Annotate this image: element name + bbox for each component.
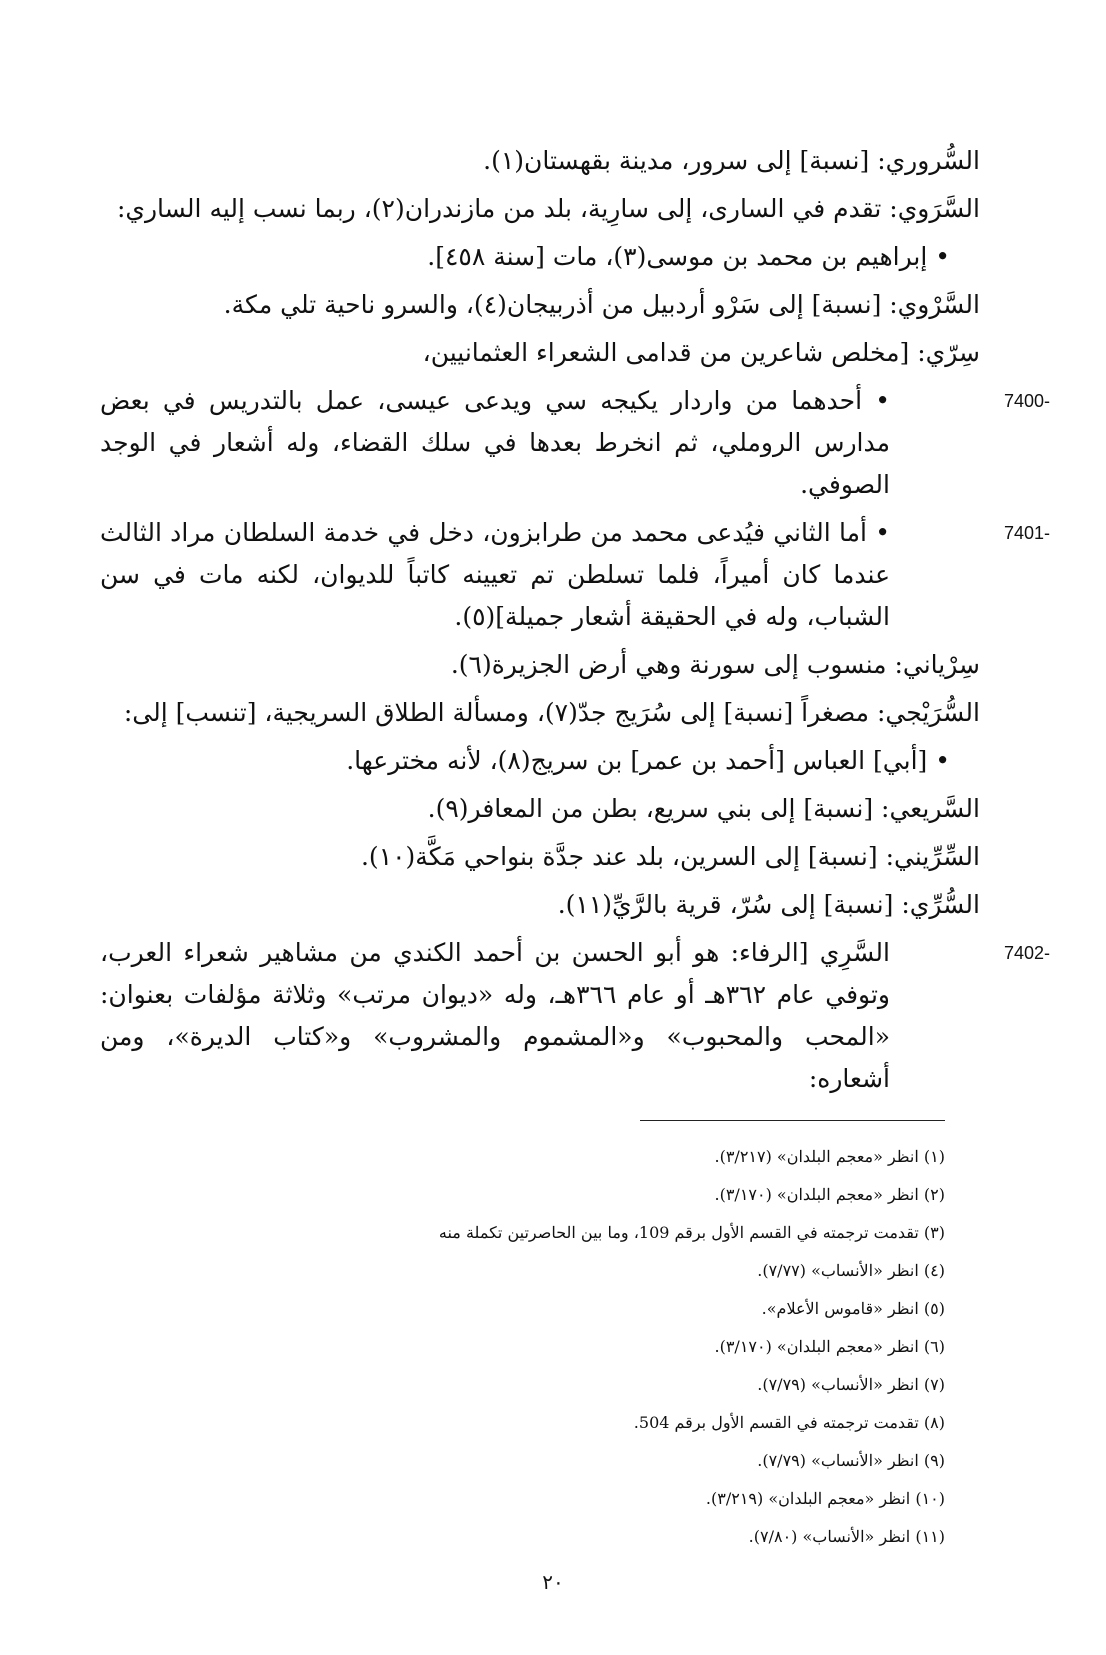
footnote-11: (١١) انظر «الأنساب» (٧/٨٠). <box>748 1527 945 1546</box>
entry-7401 <box>100 512 1050 638</box>
entry-number-7402: 7402- <box>1003 943 1050 963</box>
entry-siryani: سِرْياني: منسوب إلى سورنة وهي أرض الجزيرة(٦). <box>450 650 980 679</box>
footnote-8: (٨) تقدمت ترجمته في القسم الأول برقم 504. <box>633 1413 945 1432</box>
entry-7401-text: • أما الثاني فيُدعى محمد من طرابزون، دخل في خدمة السلطان مراد الثالث عندما كان أميراً، فلما تسلطن تم تعيينه كاتباً للديوان، لكنه مات في سن الشباب، وله في الحقيقة أشعار جميلة](٥). <box>100 518 890 631</box>
footnote-9: (٩) انظر «الأنساب» (٧/٧٩). <box>757 1451 945 1470</box>
footnote-5: (٥) انظر «قاموس الأعلام». <box>761 1299 945 1318</box>
footnote-6: (٦) انظر «معجم البلدان» (٣/١٧٠). <box>714 1337 945 1356</box>
entry-al-surayji: السُّرَيْجي: مصغراً [نسبة] إلى سُرَيج جدّ(٧)، ومسألة الطلاق السريجية، [تنسب] إلى: <box>123 698 980 727</box>
entry-al-sarii: السَّريعي: [نسبة] إلى بني سريع، بطن من المعافر(٩). <box>427 794 980 823</box>
footnotes-section <box>120 1138 945 1556</box>
subentry-abu-al-abbas: • [أبي] العباس [أحمد بن عمر] بن سريج(٨)، لأنه مخترعها. <box>346 746 950 775</box>
entry-sirri: سِرّي: [مخلص شاعرين من قدامى الشعراء العثمانيين، <box>422 338 980 367</box>
main-text-block <box>100 140 1050 1106</box>
footnote-3: (٣) تقدمت ترجمته في القسم الأول برقم 109، وما بين الحاصرتين تكملة منه <box>438 1223 945 1242</box>
entry-al-sarawi: السَّرَوي: تقدم في السارى، إلى سارِية، بلد من مازندران(٢)، ربما نسب إليه الساري: <box>116 194 980 223</box>
entry-number-7400: 7400- <box>1003 391 1050 411</box>
subentry-ibrahim-bin-muhammad: • إبراهيم بن محمد بن موسى(٣)، مات [سنة ٤٥٨]. <box>427 242 950 271</box>
entry-7400-text: • أحدهما من واردار يكيجه سي ويدعى عيسى، عمل بالتدريس في بعض مدارس الروملي، ثم انخرط بعدها في سلك القضاء، وله أشعار في الوجد الصوفي. <box>100 386 890 499</box>
page-number: ٢٠ <box>542 1570 564 1594</box>
entry-7400 <box>100 380 1050 506</box>
entry-7402-text: السَّرِي [الرفاء: هو أبو الحسن بن أحمد الكندي من مشاهير شعراء العرب، وتوفي عام ٣٦٢هـ أو عام ٣٦٦هـ، وله «ديوان مرتب» وثلاثة مؤلفات بعنوان: «المحب والمحبوب» و«المشموم والمشروب» و«كتاب الديرة»، ومن أشعاره: <box>100 938 890 1093</box>
entry-al-sarwi: السَّرْوي: [نسبة] إلى سَرْو أردبيل من أذربيجان(٤)، والسرو ناحية تلي مكة. <box>223 290 980 319</box>
footnote-1: (١) انظر «معجم البلدان» (٣/٢١٧). <box>714 1147 945 1166</box>
footnote-4: (٤) انظر «الأنساب» (٧/٧٧). <box>757 1261 945 1280</box>
footnote-divider <box>640 1120 945 1121</box>
entry-al-surri: السُّرِّي: [نسبة] إلى سُرّ، قرية بالرَّيِّ(١١). <box>557 890 980 919</box>
entry-al-sururi: السُّروري: [نسبة] إلى سرور، مدينة بقهستان(١). <box>483 146 980 175</box>
footnote-7: (٧) انظر «الأنساب» (٧/٧٩). <box>757 1375 945 1394</box>
entry-7402 <box>100 932 1050 1100</box>
entry-number-7401: 7401- <box>1003 523 1050 543</box>
footnote-2: (٢) انظر «معجم البلدان» (٣/١٧٠). <box>714 1185 945 1204</box>
footnote-10: (١٠) انظر «معجم البلدان» (٣/٢١٩). <box>705 1489 945 1508</box>
entry-al-sirrini: السِّرِّيني: [نسبة] إلى السرين، بلد عند جدَّة بنواحي مَكَّة(١٠). <box>360 842 980 871</box>
